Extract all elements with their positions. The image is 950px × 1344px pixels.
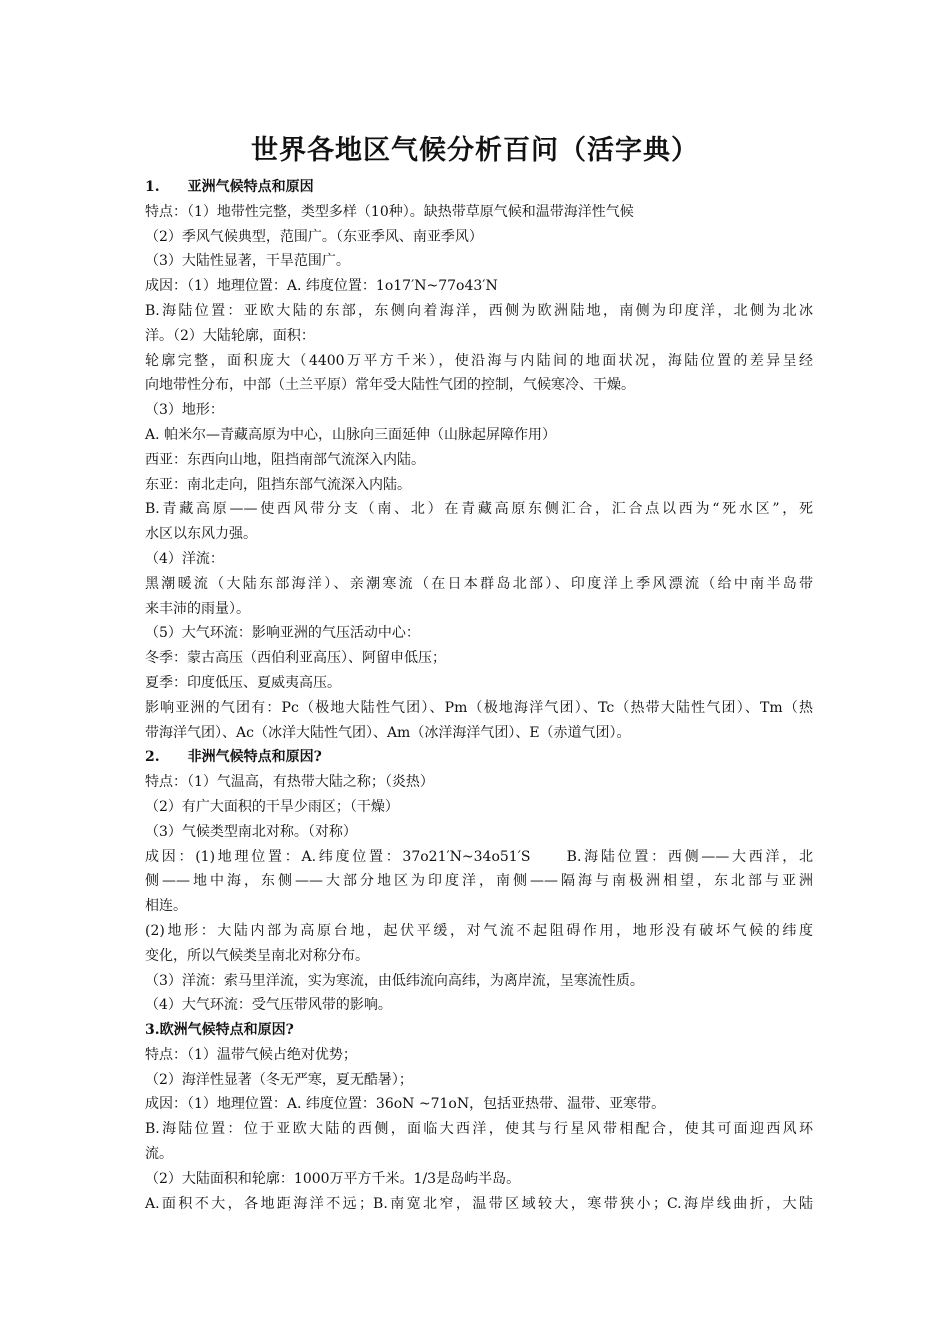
text-line: 特点：（1）温带气候占绝对优势； [145,1046,357,1063]
text-line: A.面积不大，各地距海洋不远；B.南宽北窄，温带区域较大，寒带狭小；C.海岸线曲折，大陆 [145,1195,813,1212]
text-line: 向地带性分布，中部（土兰平原）常年受大陆性气团的控制，气候寒冷、干燥。 [145,377,635,394]
text-line: 轮廓完整，面积庞大（4400万平方千米），使沿海与内陆间的地面状况，海陆位置的差异呈经 [145,352,813,369]
text-line: B.海陆位置：亚欧大陆的东部，东侧向着海洋，西侧为欧洲陆地，南侧为印度洋，北侧为北冰 [145,302,813,319]
text-line: 影响亚洲的气团有：Pc（极地大陆性气团）、Pm（极地海洋气团）、Tc（热带大陆性气团）、Tm（热 [145,699,813,716]
text-line: 侧——地中海，东侧——大部分地区为印度洋，南侧——隔海与南极洲相望，东北部与亚洲 [145,873,813,890]
text-line: 成因：(1)地理位置：A.纬度位置：37o21′N~34o51′S B.海陆位置：西侧——大西洋，北 [145,848,813,865]
text-line: （3）洋流：索马里洋流，实为寒流，由低纬流向高纬，为离岸流，呈寒流性质。 [145,972,644,989]
text-line: 相连。 [145,898,187,915]
text-line: 洋。（2）大陆轮廓，面积： [145,327,315,344]
text-line: 成因：（1）地理位置：A. 纬度位置：1o17′N~77o43′N [145,278,498,295]
text-line: 成因：（1）地理位置：A. 纬度位置：36oN ~71oN，包括亚热带、温带、亚寒带。 [145,1096,666,1113]
text-line: (2)地形：大陆内部为高原台地，起伏平缓，对气流不起阻碍作用，地形没有破坏气候的纬度 [145,922,813,939]
text-line: （4）洋流： [145,550,224,567]
text-line: B.青藏高原——使西风带分支（南、北）在青藏高原东侧汇合，汇合点以西为“死水区”，死 [145,501,813,518]
text-line: （4）大气环流：受气压带风带的影响。 [145,997,392,1014]
text-line: （2）海洋性显著（冬无严寒，夏无酷暑）； [145,1071,413,1088]
text-line: 东亚：南北走向，阻挡东部气流深入内陆。 [145,476,411,493]
text-line: （5）大气环流：影响亚洲的气压活动中心： [145,625,420,642]
text-line: 来丰沛的雨量）。 [145,600,250,617]
text-line: 夏季：印度低压、夏威夷高压。 [145,674,341,691]
text-line: 黑潮暖流（大陆东部海洋）、亲潮寒流（在日本群岛北部）、印度洋上季风漂流（给中南半岛带 [145,575,813,592]
document-body [145,175,813,1216]
text-line: 特点：（1）气温高，有热带大陆之称；（炎热） [145,774,434,791]
text-line: 特点：（1）地带性完整，类型多样（10种）。缺热带草原气候和温带海洋性气候 [145,203,634,220]
text-line: （3）气候类型南北对称。（对称） [145,823,357,840]
text-line: 流。 [145,1146,173,1163]
text-line: （3）大陆性显著，干旱范围广。 [145,253,350,270]
text-line: A. 帕米尔—青藏高原为中心，山脉向三面延伸（山脉起屏障作用） [145,426,557,443]
section-heading: 2. 非洲气候特点和原因? [145,749,322,766]
text-line: B.海陆位置：位于亚欧大陆的西侧，面临大西洋，使其与行星风带相配合，使其可面迎西风环 [145,1121,813,1138]
text-line: 水区以东风力强。 [145,526,257,543]
text-line: （3）地形： [145,402,224,419]
section-heading: 1. 亚洲气候特点和原因 [145,179,314,195]
text-line: 带海洋气团）、Ac（冰洋大陆性气团）、Am（冰洋海洋气团）、E（赤道气团）。 [145,724,631,741]
document-title: 世界各地区气候分析百问（活字典） [251,135,699,166]
text-line: 西亚：东西向山地，阻挡南部气流深入内陆。 [145,451,425,468]
section-heading: 3.欧洲气候特点和原因? [145,1022,294,1039]
text-line: （2）季风气候典型，范围广。（东亚季风、南亚季风） [145,228,483,245]
text-line: 变化，所以气候类呈南北对称分布。 [145,947,369,964]
text-line: （2）大陆面积和轮廓：1000万平方千米。1/3是岛屿半岛。 [145,1170,521,1187]
text-line: 冬季：蒙古高压（西伯利亚高压）、阿留申低压； [145,650,446,667]
text-line: （2）有广大面积的干旱少雨区；（干燥） [145,798,399,815]
